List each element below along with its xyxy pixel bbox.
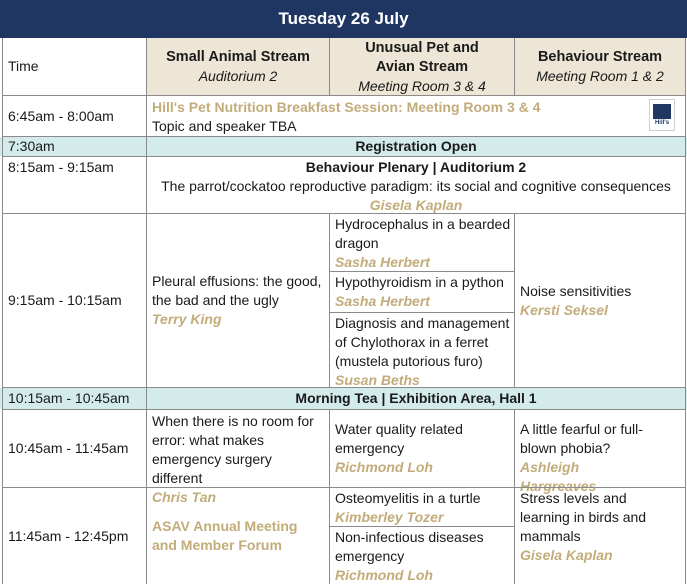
plenary-speaker: Gisela Kaplan: [369, 197, 463, 213]
s915-time-label: 9:15am - 10:15am: [8, 292, 122, 308]
s915-unusual-talk-3: Diagnosis and management of Chylothorax in a ferret (mustela putorious furo): [335, 315, 510, 369]
grid-row-line: [2, 136, 686, 137]
breakfast-session: [147, 96, 685, 136]
small-animal-room: Auditorium 2: [198, 68, 278, 84]
plenary-title: Behaviour Plenary | Auditorium 2: [305, 159, 527, 175]
unusual-pet-stream-name: Unusual Pet and Avian Stream: [365, 39, 479, 75]
s1145-unusual-talk-2: Non-infectious diseases emergency: [335, 529, 484, 564]
s1145-behaviour-speaker: Gisela Kaplan: [520, 547, 613, 563]
tea-time-label: 10:15am - 10:45am: [8, 390, 130, 406]
s1145-unusual-speaker-1: Kimberley Tozer: [335, 509, 444, 525]
day-title-bar: [0, 0, 687, 38]
grid-row-line: [2, 387, 686, 388]
time-column-header: [3, 38, 146, 95]
s1045-behaviour-session: [515, 410, 685, 494]
s1145-time-label: 11:45am - 12:45pm: [8, 527, 129, 544]
s915-unusual-session-3: [330, 313, 514, 387]
s1145-unusual-speaker-2: Richmond Loh: [335, 567, 433, 583]
grid-col-divider-1: [146, 38, 147, 584]
hills-logo-icon: [653, 104, 671, 119]
breakfast-time: [3, 96, 146, 136]
s1045-behaviour-speaker: Ashleigh Hargreaves: [520, 459, 597, 494]
registration-title-label: Registration Open: [355, 138, 477, 154]
grid-border-right: [685, 38, 686, 584]
plenary-time: [3, 157, 146, 213]
plenary-session: [147, 157, 685, 213]
tea-title-label: Morning Tea | Exhibition Area, Hall 1: [295, 390, 537, 406]
grid-col-divider-3: [514, 214, 515, 388]
time-header-label: Time: [8, 58, 39, 74]
grid-row-line: [2, 213, 686, 214]
s1145-unusual-session-1: [330, 488, 514, 526]
registration-time-label: 7:30am: [8, 138, 55, 154]
small-animal-stream-name: Small Animal Stream: [166, 49, 310, 65]
breakfast-time-label: 6:45am - 8:00am: [8, 107, 114, 124]
s915-small-speaker: Terry King: [152, 311, 222, 327]
behaviour-room: Meeting Room 1 & 2: [536, 68, 664, 84]
registration-time: [3, 137, 146, 156]
s915-small-session: [147, 214, 329, 387]
registration-title: [147, 137, 685, 156]
s1045-time-label: 10:45am - 11:45am: [8, 440, 129, 456]
grid-row-line: [329, 312, 515, 313]
s915-time: [3, 214, 146, 387]
s915-behaviour-session: [515, 214, 685, 387]
s1145-time: [3, 488, 146, 584]
grid-border-left: [2, 38, 3, 584]
s1045-unusual-talk: Water quality related emergency: [335, 421, 463, 456]
s915-unusual-speaker-1: Sasha Herbert: [335, 254, 430, 270]
s1045-behaviour-talk: A little fearful or full-blown phobia?: [520, 421, 643, 456]
tea-title: [147, 388, 685, 409]
s915-unusual-talk-2: Hypothyroidism in a python: [335, 274, 504, 290]
unusual-pet-header: [330, 38, 514, 95]
s1045-small-speaker: Chris Tan: [152, 489, 217, 505]
grid-row-line: [2, 487, 686, 488]
behaviour-stream-name: Behaviour Stream: [537, 49, 663, 65]
grid-row-line: [329, 526, 515, 527]
unusual-pet-room: Meeting Room 3 & 4: [358, 77, 486, 94]
grid-col-divider-2: [329, 214, 330, 388]
small-animal-header: [147, 38, 329, 95]
day-title: Tuesday 26 July: [278, 9, 409, 28]
s1045-unusual-speaker: Richmond Loh: [335, 459, 433, 475]
grid-col-divider-2: [329, 38, 330, 96]
grid-col-divider-3: [514, 409, 515, 584]
s1145-behaviour-talk: Stress levels and learning in birds and mammals: [520, 490, 647, 544]
s1145-behaviour-session: [515, 488, 685, 584]
plenary-talk: The parrot/cockatoo reproductive paradigm: its social and cognitive consequences: [161, 178, 671, 194]
s1145-unusual-talk-1: Osteomyelitis in a turtle: [335, 490, 481, 506]
behaviour-header: [515, 38, 685, 95]
s915-small-talk: Pleural effusions: the good, the bad and the ugly: [152, 273, 322, 308]
s1045-small-talk: When there is no room for error: what makes emergency surgery different: [152, 413, 314, 486]
grid-col-divider-3: [514, 38, 515, 96]
s915-unusual-speaker-3: Susan Beths: [335, 372, 420, 388]
grid-row-line: [2, 409, 686, 410]
grid-row-line: [2, 95, 686, 96]
breakfast-title: Hill's Pet Nutrition Breakfast Session: Meeting Room 3 & 4: [152, 99, 541, 115]
tea-time: [3, 388, 146, 409]
grid-row-line: [2, 156, 686, 157]
s1045-time: [3, 410, 146, 487]
s915-behaviour-talk: Noise sensitivities: [520, 282, 632, 299]
s1045-small-session: [147, 410, 329, 505]
plenary-time-label: 8:15am - 9:15am: [8, 159, 114, 175]
asav-meeting-title: ASAV Annual Meeting and Member Forum: [152, 518, 298, 553]
grid-row-line: [329, 271, 515, 272]
s915-unusual-speaker-2: Sasha Herbert: [335, 293, 430, 309]
s1145-small-session: [147, 488, 329, 584]
breakfast-detail: Topic and speaker TBA: [152, 118, 297, 134]
s915-behaviour-speaker: Kersti Seksel: [520, 301, 608, 318]
s915-unusual-talk-1: Hydrocephalus in a bearded dragon: [335, 216, 511, 251]
s915-unusual-session-2: [330, 272, 514, 312]
hills-logo: [649, 99, 675, 131]
s915-unusual-session-1: [330, 214, 514, 271]
hills-logo-text: Hill's: [654, 120, 670, 126]
s1045-unusual-session: [330, 410, 514, 487]
grid-col-divider-2: [329, 409, 330, 584]
s1145-unusual-session-2: [330, 527, 514, 584]
